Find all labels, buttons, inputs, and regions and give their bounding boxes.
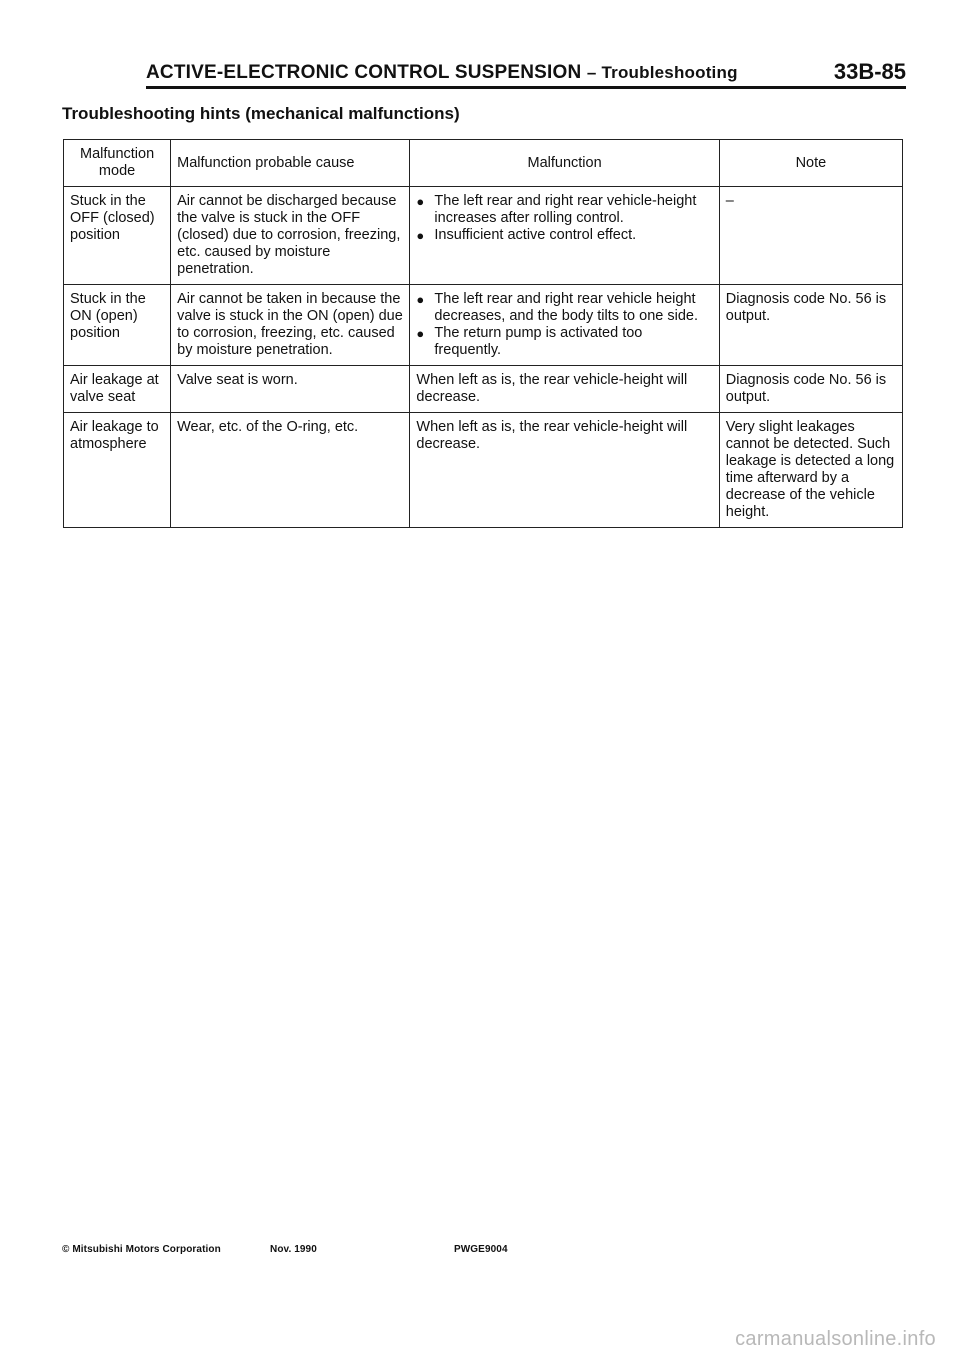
list-item: ● The left rear and right rear vehicle height decreases, and the body tilts to one side. bbox=[416, 291, 698, 324]
table-row bbox=[64, 285, 903, 366]
cell-malfunction: When left as is, the rear vehicle-height will decrease. bbox=[410, 366, 719, 413]
cell-cause: Air cannot be taken in because the valve is stuck in the ON (open) due to corrosion, freezing, etc. caused by moisture penetration. bbox=[171, 285, 410, 366]
column-header-mode: Malfunction mode bbox=[64, 140, 171, 187]
footer-date: Nov. 1990 bbox=[270, 1244, 317, 1255]
section-title: Troubleshooting hints (mechanical malfunctions) bbox=[62, 104, 460, 123]
list-item: ● The return pump is activated too frequently. bbox=[416, 325, 643, 358]
footer-copyright: © Mitsubishi Motors Corporation bbox=[62, 1244, 221, 1255]
cell-note: Very slight leakages cannot be detected. Such leakage is detected a long time afterward by a decrease of the vehicle height. bbox=[719, 413, 902, 528]
column-header-malfunction: Malfunction bbox=[410, 140, 719, 187]
bullet-icon: ● bbox=[416, 194, 425, 209]
list-item: ● Insufficient active control effect. bbox=[416, 227, 637, 243]
list-item: ● The left rear and right rear vehicle-height increases after rolling control. bbox=[416, 193, 697, 226]
cell-mode: Air leakage at valve seat bbox=[64, 366, 171, 413]
cell-note: – bbox=[719, 187, 902, 285]
table-row bbox=[64, 366, 903, 413]
watermark: carmanualsonline.info bbox=[735, 1328, 936, 1350]
cell-mode: Air leakage to atmosphere bbox=[64, 413, 171, 528]
table-header-row bbox=[64, 140, 903, 187]
cell-cause: Wear, etc. of the O-ring, etc. bbox=[171, 413, 410, 528]
table-row bbox=[64, 187, 903, 285]
cell-malfunction bbox=[410, 187, 719, 285]
bullet-icon: ● bbox=[416, 326, 425, 341]
header-title-group: ACTIVE-ELECTRONIC CONTROL SUSPENSION – Troubleshooting bbox=[146, 62, 738, 83]
footer-code: PWGE9004 bbox=[454, 1244, 508, 1255]
header-subtitle: Troubleshooting bbox=[601, 63, 738, 82]
cell-note: Diagnosis code No. 56 is output. bbox=[719, 366, 902, 413]
table-row bbox=[64, 413, 903, 528]
cell-malfunction: When left as is, the rear vehicle-height will decrease. bbox=[410, 413, 719, 528]
bullet-icon: ● bbox=[416, 292, 425, 307]
page-code: 33B-85 bbox=[833, 59, 906, 84]
column-header-note: Note bbox=[719, 140, 902, 187]
cell-cause: Valve seat is worn. bbox=[171, 366, 410, 413]
bullet-icon: ● bbox=[416, 228, 425, 243]
page-header bbox=[146, 56, 906, 89]
troubleshooting-table bbox=[63, 139, 903, 528]
column-header-cause: Malfunction probable cause bbox=[171, 140, 410, 187]
cell-mode: Stuck in the ON (open) position bbox=[64, 285, 171, 366]
cell-malfunction bbox=[410, 285, 719, 366]
cell-note: Diagnosis code No. 56 is output. bbox=[719, 285, 902, 366]
header-title: ACTIVE-ELECTRONIC CONTROL SUSPENSION bbox=[146, 62, 582, 83]
cell-cause: Air cannot be discharged because the valve is stuck in the OFF (closed) due to corrosion, freezing, etc. caused by moisture penetration. bbox=[171, 187, 410, 285]
cell-mode: Stuck in the OFF (closed) position bbox=[64, 187, 171, 285]
